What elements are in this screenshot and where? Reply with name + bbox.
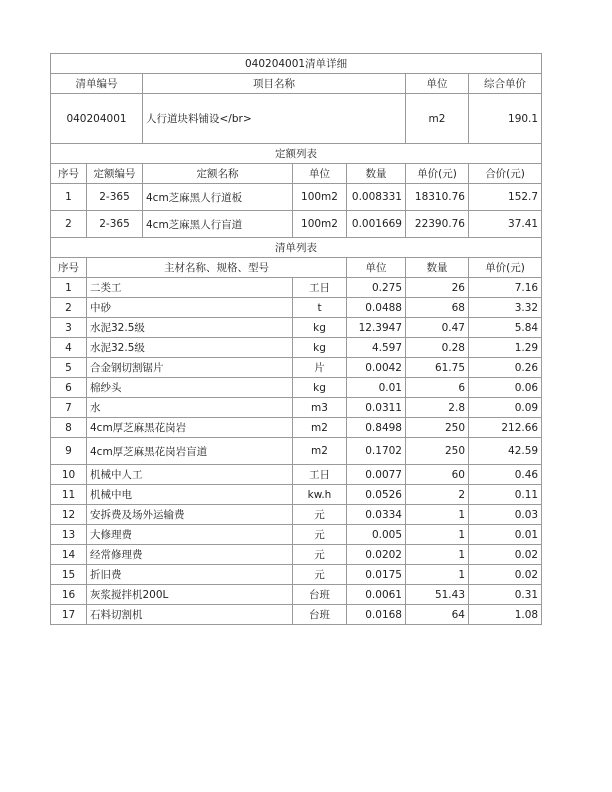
table-row: [51, 398, 542, 418]
material-cell: 台班: [293, 605, 347, 625]
material-cell: kg: [293, 378, 347, 398]
material-cell: 6: [406, 378, 469, 398]
material-cell: m2: [293, 438, 347, 465]
material-cell: 51.43: [406, 585, 469, 605]
material-cell: 0.0311: [347, 398, 406, 418]
material-cell: 0.09: [469, 398, 542, 418]
materials-header: 单价(元): [469, 258, 542, 278]
quota-cell: 0.001669: [347, 211, 406, 238]
quota-cell: 152.7: [469, 184, 542, 211]
material-cell: 68: [406, 298, 469, 318]
material-cell: 0.06: [469, 378, 542, 398]
material-cell: 片: [293, 358, 347, 378]
table-row: [51, 278, 542, 298]
table-row: [51, 545, 542, 565]
bill-detail-table: [50, 53, 542, 625]
material-cell: m2: [293, 418, 347, 438]
material-cell: 4: [51, 338, 87, 358]
material-cell: 7: [51, 398, 87, 418]
table-row: [51, 418, 542, 438]
quota-cell: 4cm芝麻黑人行盲道: [143, 211, 293, 238]
table-row: [51, 485, 542, 505]
material-cell: 2: [406, 485, 469, 505]
material-cell: 合金钢切割锯片: [87, 358, 293, 378]
quota-header: 定额编号: [87, 164, 143, 184]
quota-cell: 37.41: [469, 211, 542, 238]
material-cell: 1: [51, 278, 87, 298]
material-cell: 0.02: [469, 545, 542, 565]
material-cell: 0.46: [469, 465, 542, 485]
material-cell: 0.31: [469, 585, 542, 605]
material-cell: 3: [51, 318, 87, 338]
table-row: [51, 438, 542, 465]
material-cell: 26: [406, 278, 469, 298]
material-cell: 0.275: [347, 278, 406, 298]
material-cell: 11: [51, 485, 87, 505]
page-title: 040204001清单详细: [51, 54, 542, 74]
quota-header: 序号: [51, 164, 87, 184]
material-cell: 元: [293, 565, 347, 585]
material-cell: 折旧费: [87, 565, 293, 585]
material-cell: 8: [51, 418, 87, 438]
table-row: [51, 358, 542, 378]
material-cell: 16: [51, 585, 87, 605]
material-cell: 7.16: [469, 278, 542, 298]
material-cell: t: [293, 298, 347, 318]
bill-header-name: 项目名称: [143, 74, 406, 94]
material-cell: 机械中电: [87, 485, 293, 505]
material-cell: 0.8498: [347, 418, 406, 438]
material-cell: 4.597: [347, 338, 406, 358]
material-cell: 12: [51, 505, 87, 525]
material-cell: 2: [51, 298, 87, 318]
quota-header: 单位: [293, 164, 347, 184]
materials-header: 主材名称、规格、型号: [87, 258, 347, 278]
quota-header: 单价(元): [406, 164, 469, 184]
material-cell: 14: [51, 545, 87, 565]
material-cell: 0.0526: [347, 485, 406, 505]
material-cell: kg: [293, 318, 347, 338]
material-cell: 10: [51, 465, 87, 485]
bill-header-price: 综合单价: [469, 74, 542, 94]
material-cell: 17: [51, 605, 87, 625]
material-cell: 1.08: [469, 605, 542, 625]
material-cell: 0.01: [347, 378, 406, 398]
material-cell: 0.03: [469, 505, 542, 525]
material-cell: 250: [406, 438, 469, 465]
material-cell: 2.8: [406, 398, 469, 418]
material-cell: 61.75: [406, 358, 469, 378]
quota-cell: 0.008331: [347, 184, 406, 211]
quota-header: 定额名称: [143, 164, 293, 184]
material-cell: 212.66: [469, 418, 542, 438]
table-row: [51, 298, 542, 318]
material-cell: 5: [51, 358, 87, 378]
material-cell: 灰浆搅拌机200L: [87, 585, 293, 605]
material-cell: 0.0168: [347, 605, 406, 625]
materials-header: 单位: [347, 258, 406, 278]
material-cell: 250: [406, 418, 469, 438]
table-row: [51, 338, 542, 358]
material-cell: 13: [51, 525, 87, 545]
material-cell: 0.0488: [347, 298, 406, 318]
quota-row: [51, 184, 542, 211]
material-cell: 0.01: [469, 525, 542, 545]
material-cell: 棉纱头: [87, 378, 293, 398]
material-cell: 6: [51, 378, 87, 398]
quota-cell: 100m2: [293, 184, 347, 211]
material-cell: 15: [51, 565, 87, 585]
material-cell: m3: [293, 398, 347, 418]
material-cell: 安拆费及场外运输费: [87, 505, 293, 525]
quota-cell: 2-365: [87, 184, 143, 211]
material-cell: 12.3947: [347, 318, 406, 338]
bill-name: 人行道块料铺设</br>: [143, 94, 406, 144]
table-row: [51, 525, 542, 545]
material-cell: 0.0202: [347, 545, 406, 565]
table-row: [51, 605, 542, 625]
bill-unit: m2: [406, 94, 469, 144]
materials-header: 数量: [406, 258, 469, 278]
material-cell: 台班: [293, 585, 347, 605]
material-cell: 0.005: [347, 525, 406, 545]
material-cell: kw.h: [293, 485, 347, 505]
material-cell: 工日: [293, 278, 347, 298]
material-cell: 机械中人工: [87, 465, 293, 485]
material-cell: 元: [293, 525, 347, 545]
material-cell: 42.59: [469, 438, 542, 465]
material-cell: 0.47: [406, 318, 469, 338]
material-cell: 水: [87, 398, 293, 418]
material-cell: 60: [406, 465, 469, 485]
quota-cell: 4cm芝麻黑人行道板: [143, 184, 293, 211]
quota-cell: 2: [51, 211, 87, 238]
material-cell: 0.11: [469, 485, 542, 505]
quota-header: 合价(元): [469, 164, 542, 184]
material-cell: 1: [406, 565, 469, 585]
material-cell: 1: [406, 525, 469, 545]
material-cell: 0.26: [469, 358, 542, 378]
material-cell: 5.84: [469, 318, 542, 338]
table-row: [51, 585, 542, 605]
material-cell: 0.02: [469, 565, 542, 585]
material-cell: 4cm厚芝麻黑花岗岩盲道: [87, 438, 293, 465]
materials-section-title: 清单列表: [51, 238, 542, 258]
quota-cell: 1: [51, 184, 87, 211]
material-cell: 0.0175: [347, 565, 406, 585]
material-cell: 大修理费: [87, 525, 293, 545]
material-cell: kg: [293, 338, 347, 358]
bill-price: 190.1: [469, 94, 542, 144]
table-row: [51, 465, 542, 485]
bill-header-code: 清单编号: [51, 74, 143, 94]
table-row: [51, 565, 542, 585]
material-cell: 元: [293, 505, 347, 525]
materials-header: 序号: [51, 258, 87, 278]
quota-cell: 100m2: [293, 211, 347, 238]
material-cell: 3.32: [469, 298, 542, 318]
material-cell: 经常修理费: [87, 545, 293, 565]
material-cell: 中砂: [87, 298, 293, 318]
material-cell: 0.28: [406, 338, 469, 358]
material-cell: 水泥32.5级: [87, 338, 293, 358]
material-cell: 1.29: [469, 338, 542, 358]
material-cell: 0.0042: [347, 358, 406, 378]
quota-section-title: 定额列表: [51, 144, 542, 164]
material-cell: 9: [51, 438, 87, 465]
bill-code: 040204001: [51, 94, 143, 144]
table-row: [51, 318, 542, 338]
material-cell: 0.0061: [347, 585, 406, 605]
table-row: [51, 378, 542, 398]
material-cell: 0.1702: [347, 438, 406, 465]
material-cell: 64: [406, 605, 469, 625]
quota-header: 数量: [347, 164, 406, 184]
material-cell: 0.0077: [347, 465, 406, 485]
material-cell: 二类工: [87, 278, 293, 298]
quota-row: [51, 211, 542, 238]
quota-cell: 22390.76: [406, 211, 469, 238]
material-cell: 1: [406, 505, 469, 525]
material-cell: 元: [293, 545, 347, 565]
material-cell: 工日: [293, 465, 347, 485]
material-cell: 水泥32.5级: [87, 318, 293, 338]
material-cell: 1: [406, 545, 469, 565]
bill-header-unit: 单位: [406, 74, 469, 94]
quota-cell: 18310.76: [406, 184, 469, 211]
table-row: [51, 505, 542, 525]
quota-cell: 2-365: [87, 211, 143, 238]
material-cell: 4cm厚芝麻黑花岗岩: [87, 418, 293, 438]
material-cell: 0.0334: [347, 505, 406, 525]
material-cell: 石料切割机: [87, 605, 293, 625]
